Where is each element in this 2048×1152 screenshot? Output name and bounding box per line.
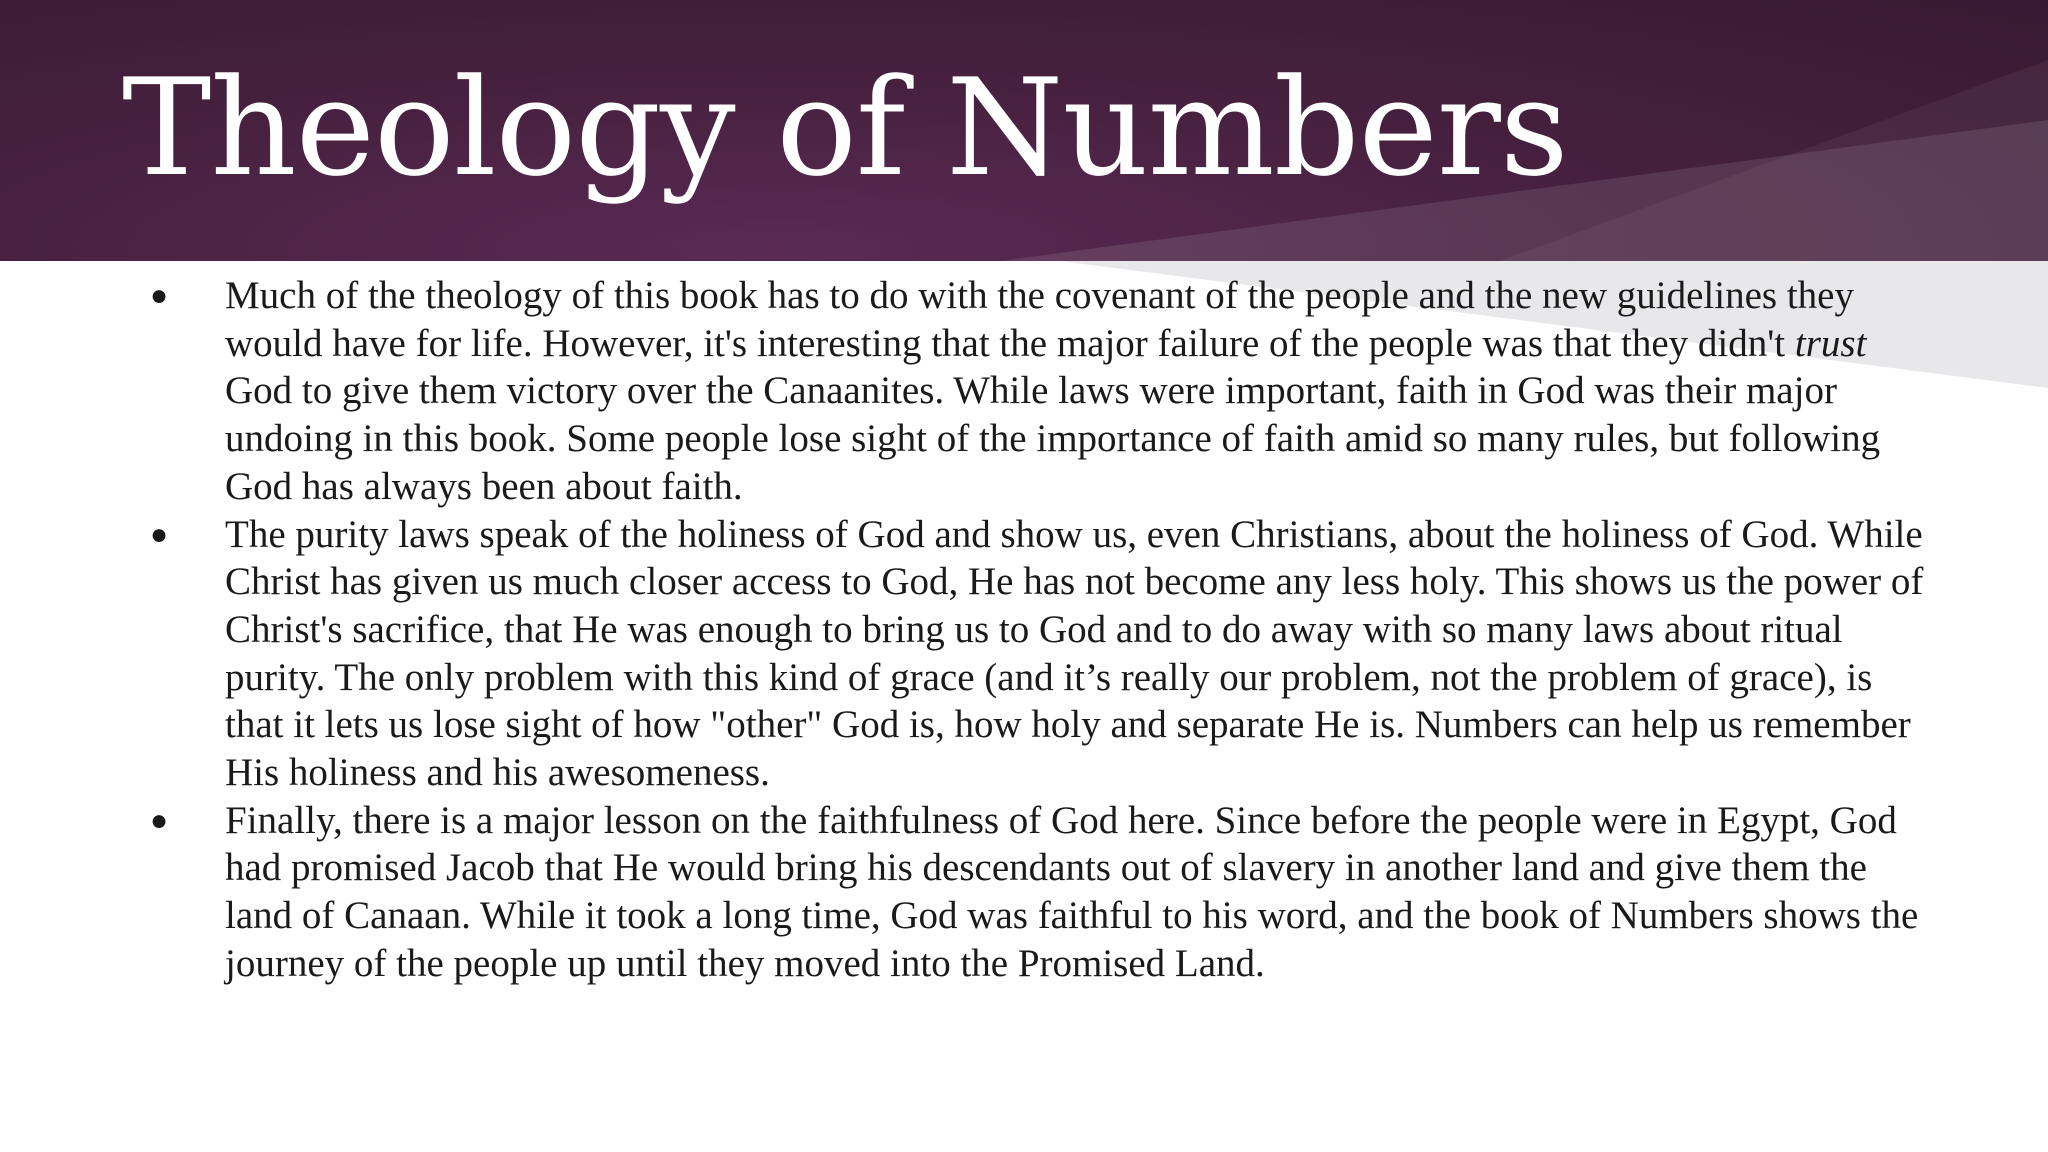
- bullet-text: [225, 513, 1923, 795]
- bullet-text-before: Finally, there is a major lesson on the faithfulness of God here. Since before the people were in Egypt, God had promised Jacob that He would bring his descendants out of slavery in another land and give them the land of Canaan. While it took a long time, God was faithful to his word, and the book of Numbers shows the journey of the people up until they moved into the Promised Land.: [225, 798, 1919, 985]
- bullet-text-before: The purity laws speak of the holiness of God and show us, even Christians, about the holiness of God. While Christ has given us much closer access to God, He has not become any less holy. This shows us the power of Christ's sacrifice, that He was enough to bring us to God and to do away with so many laws about ritual purity. The only problem with this kind of grace (and it’s really our problem, not the problem of grace), is that it lets us lose sight of how "other" God is, how holy and separate He is. Numbers can help us remember His holiness and his awesomeness.: [225, 512, 1924, 795]
- bullet-text-after: God to give them victory over the Canaanites. While laws were important, faith in God was their major undoing in this book. Some people lose sight of the importance of faith amid so many rules, but following God has always been about faith.: [225, 369, 1881, 508]
- bullet-text-before: Much of the theology of this book has to do with the covenant of the people and the new guidelines they would have for life. However, it's interesting that the major failure of the people was that they didn't: [225, 274, 1854, 365]
- slide-title: Theology of Numbers: [122, 50, 1568, 206]
- bullet-text: [225, 799, 1918, 985]
- bullet-text: [225, 274, 1880, 508]
- list-item: [150, 511, 1930, 797]
- list-item: [150, 272, 1930, 511]
- list-item: [150, 797, 1930, 988]
- bullet-marker: ●: [150, 803, 169, 837]
- bullet-list: [150, 272, 1930, 988]
- bullet-marker: ●: [150, 279, 169, 312]
- bullet-text-emphasis: trust: [1794, 321, 1867, 365]
- bullet-marker: ●: [150, 517, 169, 551]
